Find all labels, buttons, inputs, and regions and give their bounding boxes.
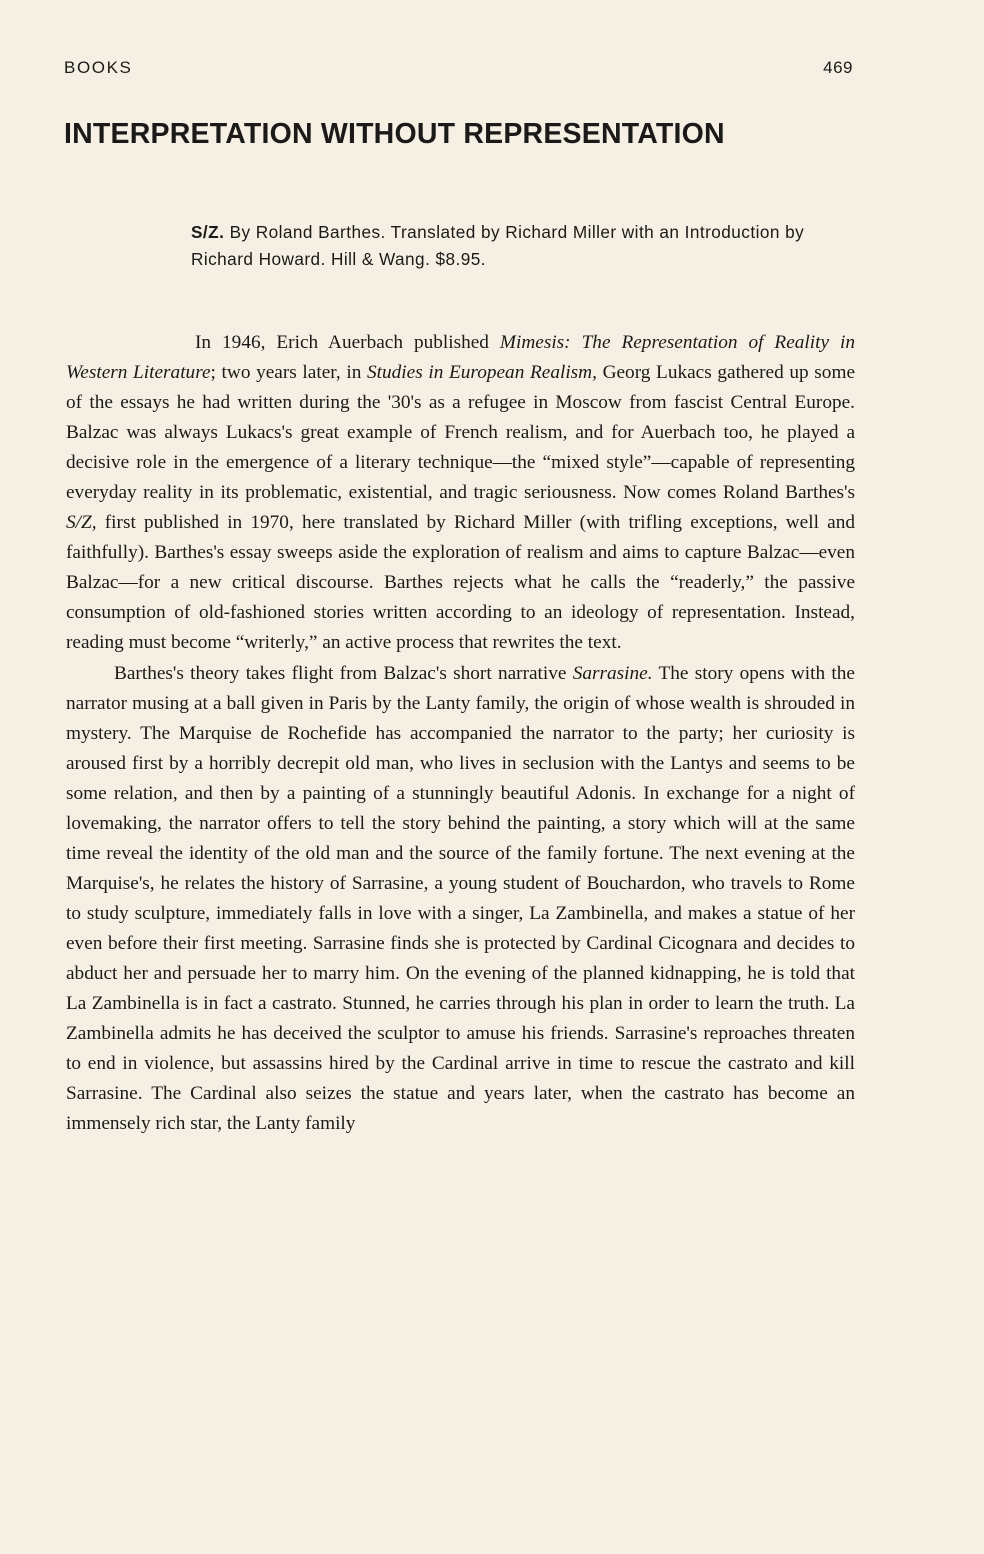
p2-text-1: Barthes's theory takes flight from Balzac's short narrative — [114, 662, 573, 684]
p1-text-3: Georg Lukacs gathered up some of the essays he had written during the '30's as a refugee in Moscow from fascist Central Europe. Balzac was always Lukacs's great example of French realism, and for Auerbach too, he played a decisive role in the emergence of a literary technique—the “mixed style”—capable of representing everyday reality in its problematic, existential, and tragic seriousness. Now comes Roland Barthes's — [66, 362, 856, 504]
article-title: INTERPRETATION WITHOUT REPRESENTATION — [64, 118, 725, 150]
p1-text-1: In 1946, Erich Auerbach published — [195, 332, 500, 353]
p1-italic-sz: S/Z, — [66, 512, 97, 534]
citation-details: By Roland Barthes. Translated by Richard Miller with an Introduction by Richard Howard. Hill & Wang. $8.95. — [191, 222, 805, 269]
p1-italic-mimesis: Mimesis: The Representation of Reality in Western Literature — [66, 332, 856, 384]
section-label: BOOKS — [64, 58, 133, 77]
p2-italic-sarrasine: Sarrasine. — [572, 662, 653, 684]
running-head — [64, 58, 853, 82]
p1-italic-studies: Studies in European Realism, — [367, 362, 597, 384]
page-number: 469 — [823, 58, 853, 77]
p2-text-2: The story opens with the narrator musing at a ball given in Paris by the Lanty family, the origin of whose wealth is shrouded in mystery. The Marquise de Rochefide has accompanied the narrator to the party; her curiosity is aroused first by a horribly decrepit old man, who lives in seclusion with the Lantys and seems to be some relation, and then by a painting of a stunningly beautiful Adonis. In exchange for a night of lovemaking, the narrator offers to tell the story behind the painting, a story which will at the same time reveal the identity of the old man and the source of the family fortune. The next evening at the Marquise's, he relates the history of Sarrasine, a young student of Bouchardon, who travels to Rome to study sculpture, immediately falls in love with a singer, La Zambinella, and makes a statue of her even before their first meeting. Sarrasine finds she is protected by Cardinal Cicognara and decides to abduct her and persuade her to marry him. On the evening of the planned kidnapping, he is told that La Zambinella is in fact a castrato. Stunned, he carries through his plan in order to learn the truth. La Zambinella admits he has deceived the sculptor to amuse his friends. Sarrasine's reproaches threaten to end in violence, but assassins hired by the Cardinal arrive in time to rescue the castrato and kill Sarrasine. The Cardinal also seizes the statue and years later, when the castrato has become an immensely rich star, the Lanty family — [66, 662, 855, 1135]
p1-text-4: first published in 1970, here translated by Richard Miller (with trifling exceptions, well and faithfully). Barthes's essay sweeps aside the exploration of realism and aims to capture Balzac—even Balzac—for a new critical discourse. Barthes rejects what he calls the “readerly,” the passive consumption of old-fashioned stories written according to an ideology of representation. Instead, reading must become “writerly,” an active process that rewrites the text. — [66, 512, 855, 654]
p1-text-2: ; two years later, in — [210, 362, 368, 384]
book-citation — [191, 219, 857, 273]
paragraph-1 — [66, 328, 855, 659]
article-body — [66, 328, 855, 1139]
paragraph-2 — [66, 659, 855, 1140]
book-title: S/Z. — [191, 222, 225, 242]
